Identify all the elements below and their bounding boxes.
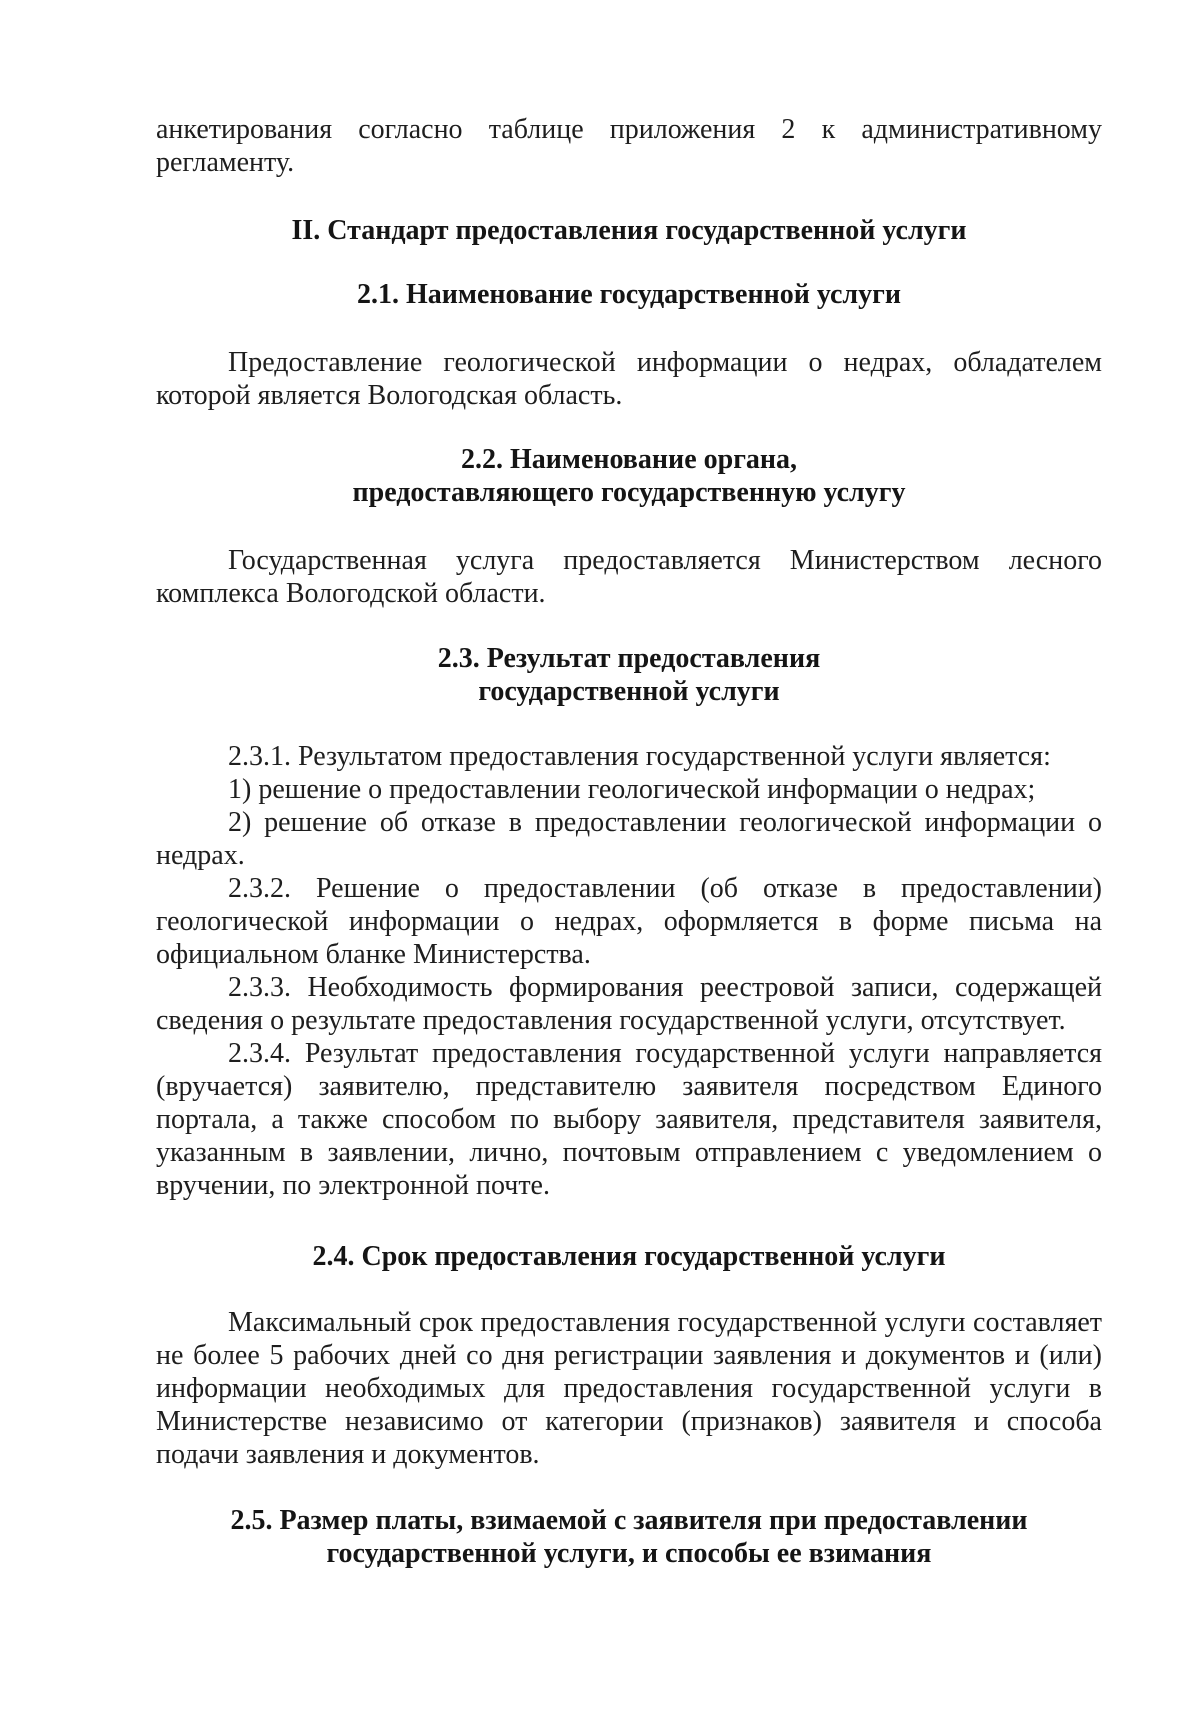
section-2-1-heading (156, 278, 1102, 311)
section-2-3-title-line2: государственной услуги (478, 676, 780, 707)
section-2-2-title-line1: 2.2. Наименование органа, (460, 444, 798, 475)
section-2-3-body (156, 740, 1102, 1202)
paragraph-2-3-3: 2.3.3. Необходимость формирования реестровой записи, содержащей сведения о результате предоставления государственной услуги, отсутствует. (156, 972, 1102, 1036)
paragraph-2-3-1: 2.3.1. Результатом предоставления государственной услуги является: (228, 741, 1051, 772)
section-ii-heading (156, 214, 1102, 247)
section-2-2-text: Государственная услуга предоставляется Министерством лесного комплекса Вологодской области. (156, 545, 1102, 609)
paragraph-2-3-4: 2.3.4. Результат предоставления государственной услуги направляется (вручается) заявителю, представителю заявителя посредством Единого портала, а также способом по выбору заявителя, представителя заявителя, указанным в заявлении, лично, почтовым отправлением с уведомлением о вручении, по электронной почте. (156, 1038, 1102, 1201)
section-2-5-title-line1: 2.5. Размер платы, взимаемой с заявителя при предоставлении (230, 1505, 1028, 1536)
list-item: 1) решение о предоставлении геологической информации о недрах; (228, 774, 1036, 805)
section-2-2-heading (156, 443, 1102, 509)
section-2-4-title: 2.4. Срок предоставления государственной услуги (312, 1241, 946, 1272)
list-item: 2) решение об отказе в предоставлении геологической информации о недрах. (156, 807, 1102, 871)
intro-paragraph: анкетирования согласно таблице приложения 2 к административному регламенту. (156, 114, 1102, 178)
section-2-3-title-line1: 2.3. Результат предоставления (437, 643, 821, 674)
section-2-1-title: 2.1. Наименование государственной услуги (357, 279, 901, 310)
section-2-4-heading (156, 1240, 1102, 1273)
section-2-5-heading (156, 1504, 1102, 1570)
section-2-5-title-line2: государственной услуги, и способы ее взимания (326, 1538, 932, 1569)
section-2-4-text: Максимальный срок предоставления государственной услуги составляет не более 5 рабочих дней со дня регистрации заявления и документов и (или) информации необходимых для предоставления государственной услуги в Министерстве независимо от категории (признаков) заявителя и способа подачи заявления и документов. (156, 1307, 1102, 1470)
section-ii-title: II. Стандарт предоставления государственной услуги (291, 215, 967, 246)
section-2-1-text: Предоставление геологической информации о недрах, обладателем которой является Вологодская область. (156, 347, 1102, 411)
paragraph-2-3-2: 2.3.2. Решение о предоставлении (об отказе в предоставлении) геологической информации о недрах, оформляется в форме письма на официальном бланке Министерства. (156, 873, 1102, 970)
section-2-3-heading (156, 642, 1102, 708)
section-2-2-title-line2: предоставляющего государственную услугу (352, 477, 906, 508)
